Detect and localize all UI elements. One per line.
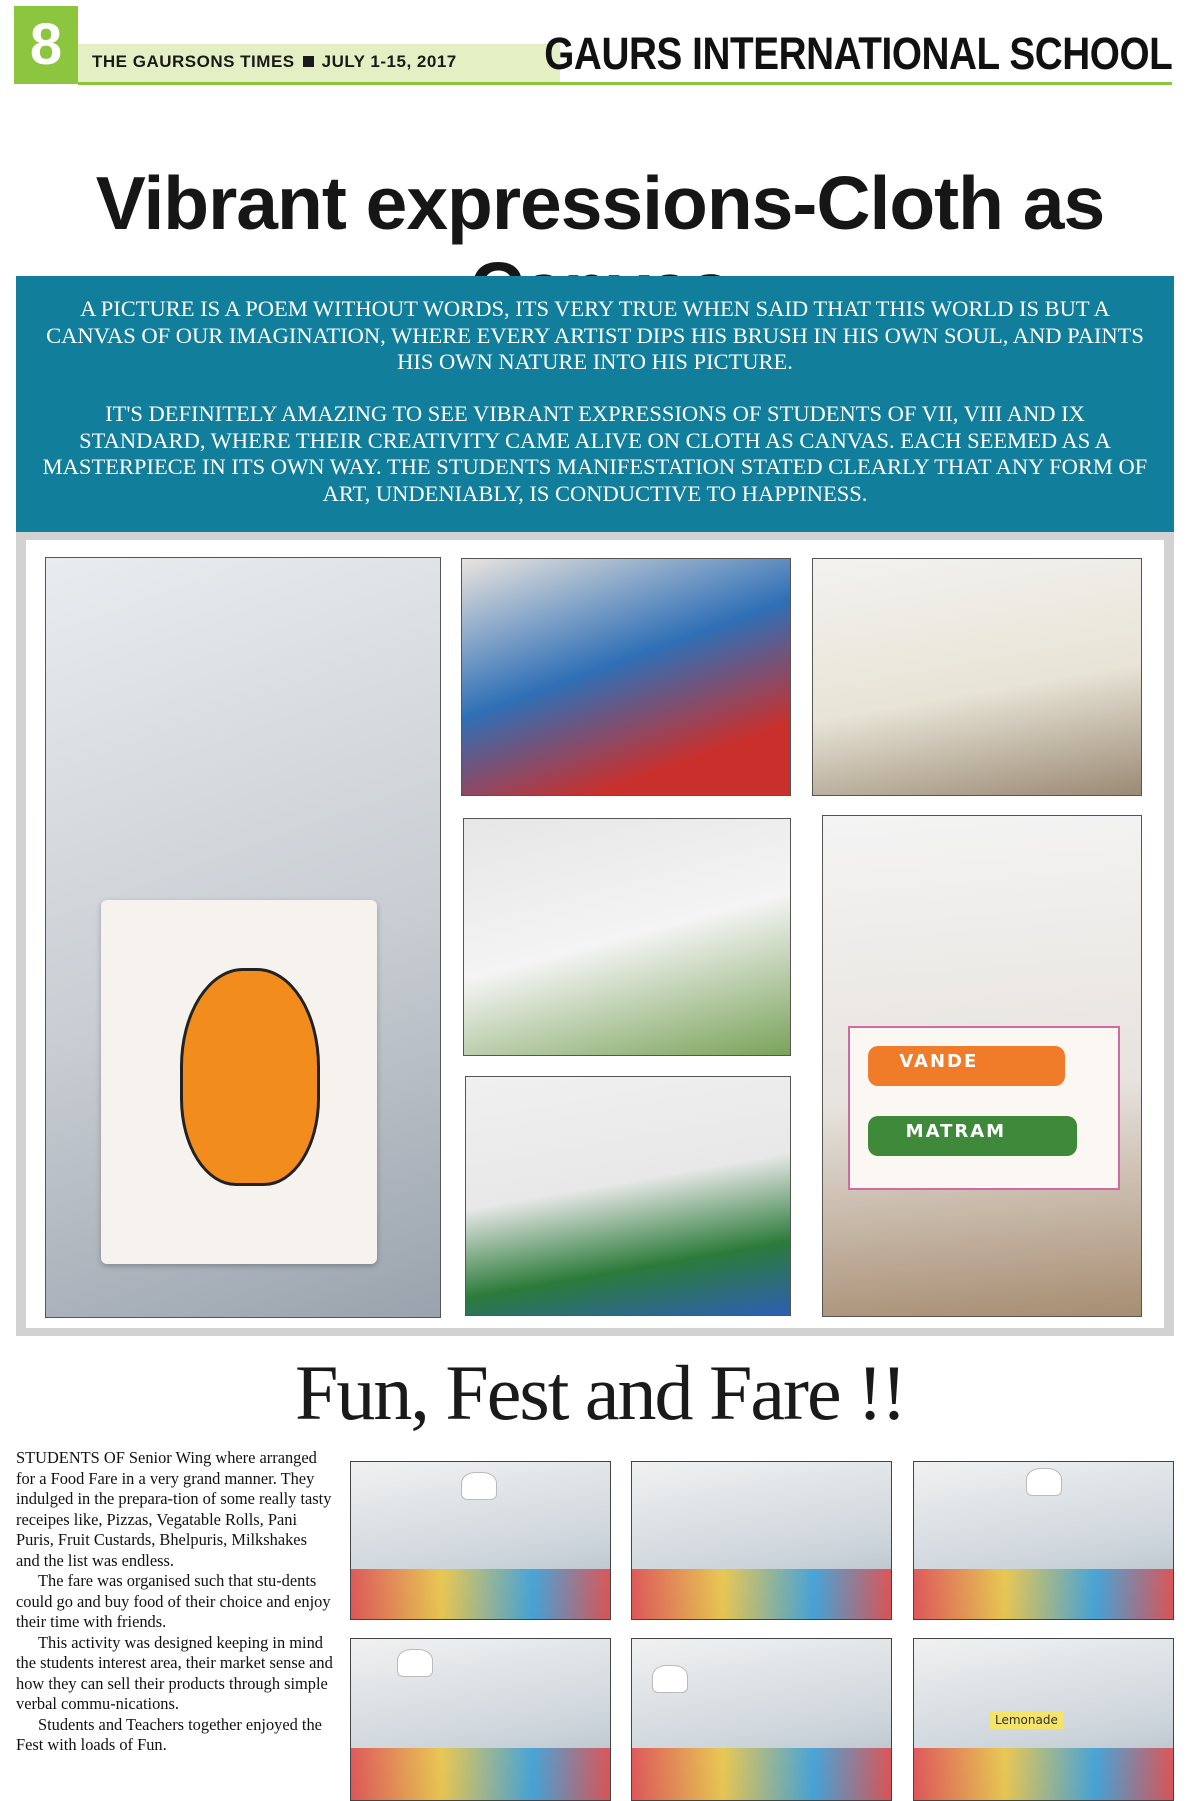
photo-food-stall-2 xyxy=(631,1461,892,1620)
photo-food-stall-3 xyxy=(913,1461,1174,1620)
chef-hat xyxy=(397,1649,433,1677)
photo-girl-painting-leaf xyxy=(463,818,791,1056)
photo-girl-teddy-bear-cloth xyxy=(45,557,441,1318)
body-paragraph-1: STUDENTS OF Senior Wing where arranged for a Food Fare in a very grand manner. They indulged in the prepara-tion of some really tasty receipes like, Pizzas, Vegatable Rolls, Pani Puris, Fruit Custards, Bhelpuris, Milkshakes and the list was endless. xyxy=(16,1448,332,1570)
headline-fun-fest-fare: Fun, Fest and Fare !! xyxy=(294,1349,906,1436)
stall-table xyxy=(632,1569,891,1619)
body-paragraph-2: The fare was organised such that stu-dents could go and buy food of their choice and enjoy their time with friends. xyxy=(16,1571,331,1631)
chef-hat xyxy=(1026,1468,1062,1496)
issue-line xyxy=(92,52,457,72)
intro-paragraph-1: A PICTURE IS A POEM WITHOUT WORDS, ITS VERY TRUE WHEN SAID THAT THIS WORLD IS BUT A CANVAS OF OUR IMAGINATION, WHERE EVERY ARTIST DIPS HIS BRUSH IN HIS OWN SOUL, AND PAINTS HIS OWN NATURE INTO HIS PICTURE. xyxy=(46,296,1144,374)
body-paragraph-3: This activity was designed keeping in mind the students interest area, their market sense and how they can sell their products through simple verbal commu-nications. xyxy=(16,1632,333,1713)
stall-table xyxy=(632,1748,891,1800)
page-number: 8 xyxy=(14,6,78,84)
photo-girl-vande-matram-cloth xyxy=(822,815,1142,1317)
body-paragraph-4: Students and Teachers together enjoyed the Fest with loads of Fun. xyxy=(16,1714,322,1754)
lemonade-sign: Lemonade xyxy=(990,1711,1063,1729)
flag-word-matram: MATRAM xyxy=(905,1121,1007,1142)
issue-date: JULY 1-15, 2017 xyxy=(321,52,457,71)
photo-students-tshirt xyxy=(465,1076,791,1316)
chef-hat xyxy=(461,1472,497,1500)
chef-hat xyxy=(652,1665,688,1693)
photo-food-stall-4 xyxy=(350,1638,611,1801)
flag-word-vande: VANDE xyxy=(899,1051,979,1072)
header-rule xyxy=(78,82,1172,85)
photo-food-stall-1 xyxy=(350,1461,611,1620)
stall-table xyxy=(351,1569,610,1619)
photo-boys-painting xyxy=(461,558,791,796)
photo-lemonade-stall xyxy=(913,1638,1174,1801)
photo-girls-holding-cloths xyxy=(812,558,1142,796)
intro-paragraph-2: IT'S DEFINITELY AMAZING TO SEE VIBRANT EXPRESSIONS OF STUDENTS OF VII, VIII AND IX STANDARD, WHERE THEIR CREATIVITY CAME ALIVE ON CLOTH AS CANVAS. EACH SEEMED AS A MASTERPIECE IN ITS OWN WAY. THE STUDENTS MANIFESTATION STATED CLEARLY THAT ANY FORM OF ART, UNDENIABLY, IS CONDUCTIVE TO HAPPINESS. xyxy=(42,401,1148,506)
separator-square-icon xyxy=(303,56,314,67)
stall-table xyxy=(914,1569,1173,1619)
headline-cloth-canvas: Vibrant expressions-Cloth as xyxy=(95,161,1105,245)
stall-table xyxy=(914,1748,1173,1800)
school-name: GAURS INTERNATIONAL SCHOOL xyxy=(543,28,1172,79)
stall-table xyxy=(351,1748,610,1800)
photo-food-stall-5 xyxy=(631,1638,892,1801)
teddy-bear-painting xyxy=(180,968,320,1187)
article-body xyxy=(16,1448,334,1756)
publication-name: THE GAURSONS TIMES xyxy=(92,52,295,71)
